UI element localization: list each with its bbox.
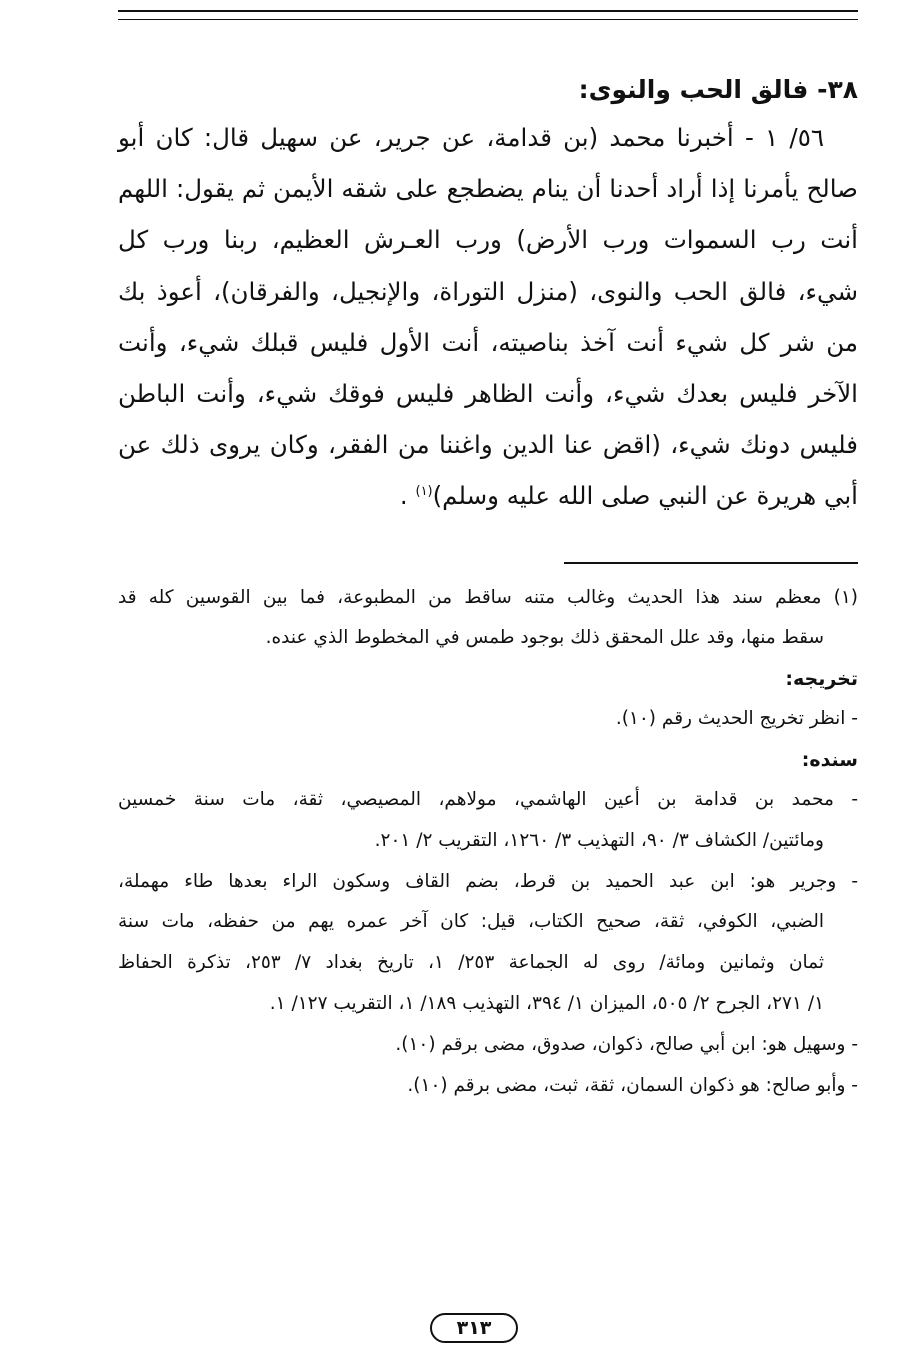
header-rule-thick	[118, 10, 858, 12]
footnote-separator	[564, 562, 858, 564]
takhrij-line: - انظر تخريج الحديث رقم (١٠).	[615, 708, 858, 730]
page-number: ٣١٣	[430, 1313, 518, 1343]
footnote-line: سقط منها، وقد علل المحقق ذلك بوجود طمس في المخطوط الذي عنده.	[265, 627, 824, 649]
hadith-line: أبي هريرة عن النبي صلى الله عليه وسلم)	[432, 481, 858, 511]
hadith-text	[118, 112, 858, 522]
sanad-line: ثمان وثمانين ومائة/ روى له الجماعة ٢٥٣/ ١، تاريخ بغداد ٧/ ٢٥٣، تذكرة الحفاظ	[118, 952, 825, 974]
footnote	[118, 578, 858, 660]
hadith-line: الآخر فليس بعدك شيء، وأنت الظاهر فليس فوقك شيء، وأنت الباطن	[118, 379, 858, 409]
hadith-end: .	[399, 481, 408, 511]
hadith-line-last	[118, 470, 858, 521]
sanad-line: ١/ ٢٧١، الجرح ٢/ ٥٠٥، الميزان ١/ ٣٩٤، التهذيب ١٨٩/ ١، التقريب ١٢٧/ ١.	[269, 993, 824, 1014]
hadith-line: صالح يأمرنا إذا أراد أحدنا أن ينام يضطجع على شقه الأيمن ثم يقول: اللهم	[118, 174, 858, 204]
footnote-line: (١) معظم سند هذا الحديث وغالب متنه ساقط من المطبوعة، فما بين القوسين كله قد	[118, 586, 858, 608]
footnote-marker: (١)	[415, 484, 433, 500]
sanad-line: - محمد بن قدامة بن أعين الهاشمي، مولاهم، المصيصي، ثقة، مات سنة خمسين	[118, 789, 858, 811]
hadith-line: من شر كل شيء أنت آخذ بناصيته، أنت الأول فليس قبلك شيء، وأنت	[118, 327, 858, 357]
header-rule-thin	[118, 19, 858, 20]
takhrij-section	[118, 699, 858, 740]
sanad-line: الضبي، الكوفي، ثقة، صحيح الكتاب، قيل: كان آخر عمره يهم من حفظه، مات سنة	[118, 911, 824, 933]
takhrij-heading: تخريجه:	[785, 668, 858, 691]
sanad-line: - وأبو صالح: هو ذكوان السمان، ثقة، ثبت، مضى برقم (١٠).	[407, 1074, 858, 1096]
sanad-section	[118, 780, 858, 1106]
sanad-line: ومائتين/ الكشاف ٣/ ٩٠، التهذيب ٣/ ١٢٦٠، التقريب ٢/ ٢٠١.	[374, 829, 824, 851]
sanad-heading: سنده:	[801, 749, 858, 772]
sanad-line: - وسهيل هو: ابن أبي صالح، ذكوان، صدوق، مضى برقم (١٠).	[395, 1033, 858, 1055]
sanad-line: - وجرير هو: ابن عبد الحميد بن قرط، بضم القاف وسكون الراء بعدها طاء مهملة،	[118, 870, 858, 892]
hadith-line: ٥٦/ ١ - أخبرنا محمد (بن قدامة، عن جرير، عن سهيل قال: كان أبو	[118, 123, 825, 152]
chapter-title: ٣٨- فالق الحب والنوى:	[578, 75, 858, 104]
hadith-line: أنت رب السموات ورب الأرض) ورب العـرش العظيم، ربنا ورب كل	[118, 225, 858, 255]
page-body	[118, 68, 858, 1106]
hadith-line: فليس دونك شيء، (اقض عنا الدين واغننا من الفقر، وكان يروى ذلك عن	[118, 430, 858, 460]
hadith-line: شيء، فالق الحب والنوى، (منزل التوراة، والإنجيل، والفرقان)، أعوذ بك	[118, 276, 858, 306]
